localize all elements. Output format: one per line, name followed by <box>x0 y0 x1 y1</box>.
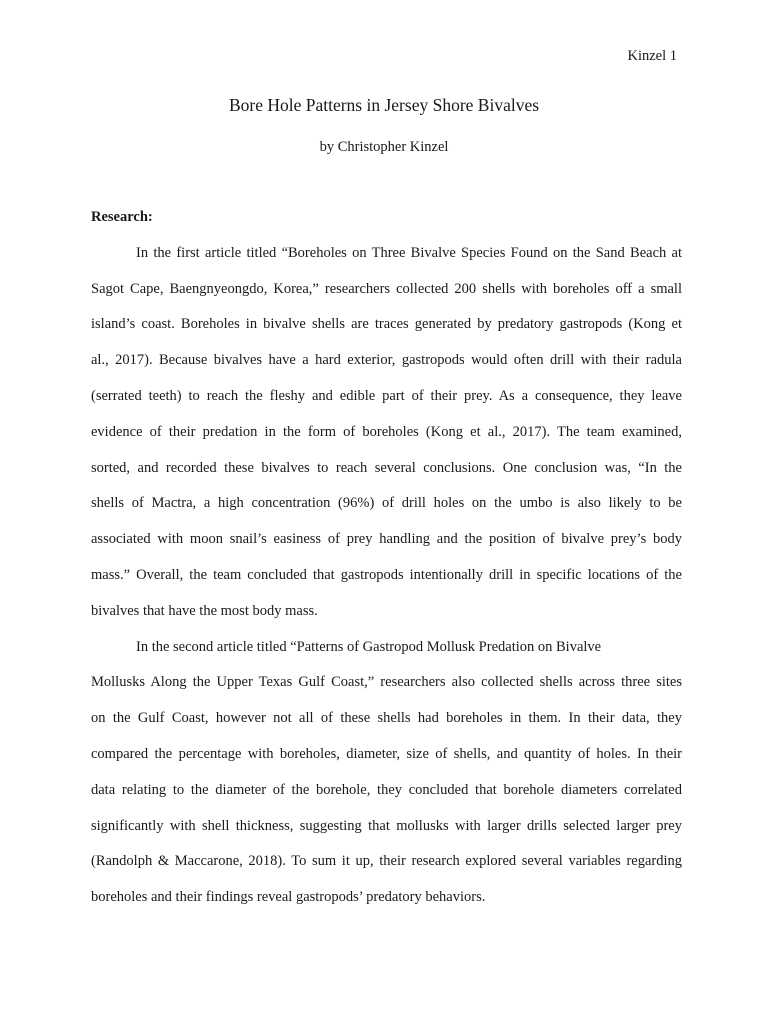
author-byline: by Christopher Kinzel <box>319 139 449 155</box>
paragraph-1 <box>91 236 682 630</box>
section-heading: Research: <box>91 209 153 225</box>
document-title: Bore Hole Patterns in Jersey Shore Bivalves <box>228 95 540 115</box>
paragraph-line: compared the percentage with boreholes, diameter, size of shells, and quantity of holes. In their <box>91 745 682 762</box>
paragraph-line: bivalves that have the most body mass. <box>91 602 318 619</box>
paragraph-line: (Randolph & Maccarone, 2018). To sum it up, their research explored several variables regarding <box>91 853 682 870</box>
paragraph-line: Sagot Cape, Baengnyeongdo, Korea,” researchers collected 200 shells with boreholes off a small <box>91 280 682 297</box>
paragraph-line: significantly with shell thickness, suggesting that mollusks with larger drills selected larger prey <box>91 817 682 834</box>
paragraph-line: mass.” Overall, the team concluded that gastropods intentionally drill in specific locations of the <box>91 566 682 583</box>
paragraph-line: shells of Mactra, a high concentration (96%) of drill holes on the umbo is also likely to be <box>91 495 682 512</box>
paragraph-line: associated with moon snail’s easiness of prey handling and the position of bivalve prey’s body <box>91 531 682 548</box>
paragraph-line: boreholes and their findings reveal gastropods’ predatory behaviors. <box>91 889 486 906</box>
paragraph-2 <box>91 630 682 916</box>
paragraph-line: In the first article titled “Boreholes on Three Bivalve Species Found on the Sand Beach at <box>136 244 682 261</box>
paragraph-line: island’s coast. Boreholes in bivalve shells are traces generated by predatory gastropods (Kong et <box>91 316 682 333</box>
paragraph-line: evidence of their predation in the form of boreholes (Kong et al., 2017). The team examined, <box>91 423 682 440</box>
paragraph-line: al., 2017). Because bivalves have a hard exterior, gastropods would often drill with their radula <box>91 352 682 369</box>
paragraph-line: data relating to the diameter of the borehole, they concluded that borehole diameters correlated <box>91 781 682 798</box>
paragraph-line: (serrated teeth) to reach the fleshy and edible part of their prey. As a consequence, they leave <box>91 387 682 404</box>
paragraph-line: In the second article titled “Patterns of Gastropod Mollusk Predation on Bivalve <box>136 638 602 655</box>
paragraph-line: sorted, and recorded these bivalves to reach several conclusions. One conclusion was, “In the <box>91 459 682 476</box>
running-head: Kinzel 1 <box>627 48 677 64</box>
paragraph-line: Mollusks Along the Upper Texas Gulf Coast,” researchers also collected shells across three sites <box>91 674 682 691</box>
paragraph-line: on the Gulf Coast, however not all of these shells had boreholes in them. In their data, they <box>91 710 682 727</box>
document-body <box>91 200 682 916</box>
